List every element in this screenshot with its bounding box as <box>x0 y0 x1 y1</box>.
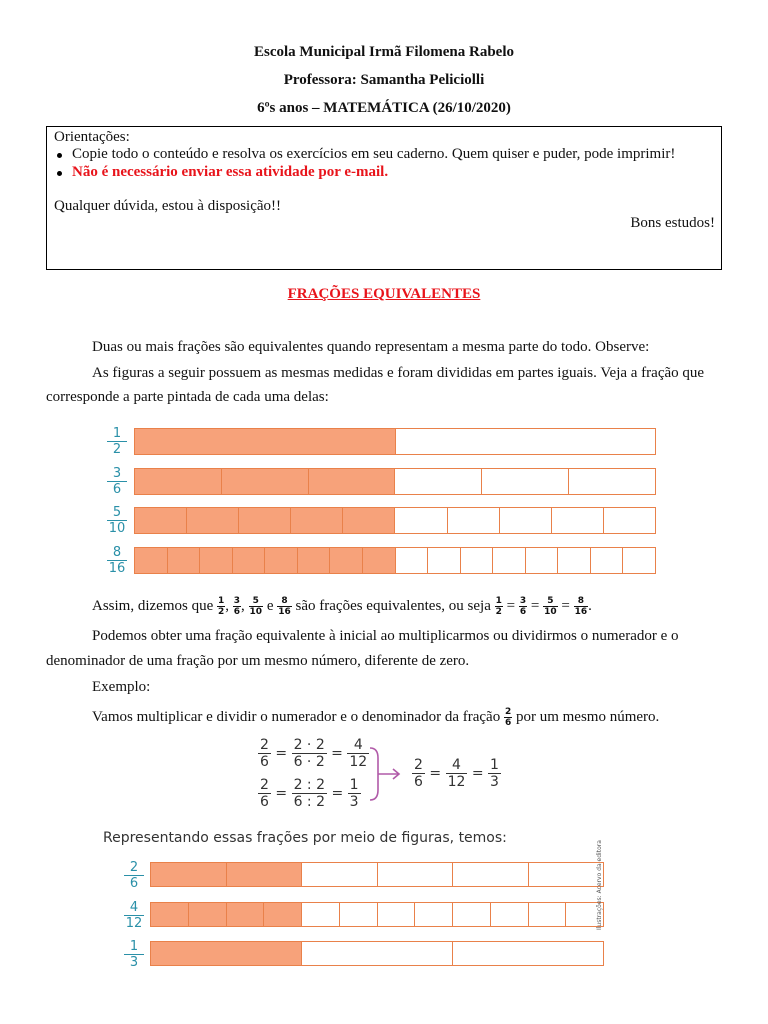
bar-part-empty <box>448 508 500 533</box>
bar-part-filled <box>168 548 201 573</box>
bar-part-empty <box>493 548 526 573</box>
bullet-icon <box>57 171 62 176</box>
bar-part-empty <box>552 508 604 533</box>
fraction-bar <box>134 507 656 534</box>
bar-part-filled <box>291 508 343 533</box>
bar-fraction-label: 1 2 <box>107 426 127 457</box>
representing-text: Representando essas frações por meio de figuras, temos: <box>103 830 507 846</box>
example-end: por um mesmo número. <box>515 708 660 725</box>
fraction: $\frac{2}{6}$ <box>504 707 512 728</box>
bar-part-empty <box>302 903 340 926</box>
equation-result: $\frac{2}{6}$ = $\frac{4}{12}$ = $\frac{1}{3}$ <box>414 757 499 790</box>
fraction-bar <box>134 468 656 495</box>
fraction: $\frac{5}{10}$ <box>249 596 263 617</box>
fraction-bar <box>150 941 604 966</box>
instructions-title: Orientações: <box>54 129 130 145</box>
bar-part-filled <box>264 903 302 926</box>
bar-part-filled <box>330 548 363 573</box>
paragraph-example <box>92 707 659 728</box>
paragraph-multiply-2: denominador de uma fração por um mesmo número, diferente de zero. <box>46 653 470 669</box>
bar-part-filled <box>239 508 291 533</box>
bar-part-filled <box>135 429 396 454</box>
bar-part-filled <box>227 863 303 886</box>
bar-part-empty <box>569 469 655 494</box>
fraction-bar <box>134 428 656 455</box>
bar-part-filled <box>227 903 265 926</box>
bar-part-filled <box>343 508 395 533</box>
bar-part-empty <box>461 548 494 573</box>
bar-part-filled <box>135 469 222 494</box>
assim-mid: são frações equivalentes, ou seja <box>295 597 491 614</box>
bar-fraction-label: 3 6 <box>107 466 127 497</box>
bar-part-filled <box>187 508 239 533</box>
bar-part-filled <box>135 548 168 573</box>
bullet-icon <box>57 153 62 158</box>
bar-part-empty <box>396 548 429 573</box>
fraction-bar <box>134 547 656 574</box>
class-info: 6ºs anos – MATEMÁTICA (26/10/2020) <box>257 100 511 116</box>
bracket-arrow-icon <box>368 746 410 802</box>
assim-prefix: Assim, dizemos que <box>92 597 214 614</box>
bar-part-empty <box>302 942 453 965</box>
bar-part-filled <box>309 469 396 494</box>
fraction: $\frac{5}{10}$ <box>544 596 557 617</box>
bar-part-filled <box>200 548 233 573</box>
bar-part-empty <box>378 903 416 926</box>
school-name: Escola Municipal Irmã Filomena Rabelo <box>254 44 514 60</box>
bar-part-empty <box>415 903 453 926</box>
bar-part-empty <box>395 469 482 494</box>
bar-part-empty <box>395 508 447 533</box>
bar-part-empty <box>340 903 378 926</box>
bar-part-empty <box>604 508 655 533</box>
example-text: Vamos multiplicar e dividir o numerador e o denominador da fração <box>92 708 501 725</box>
fraction: $\frac{8}{16}$ <box>574 596 588 617</box>
bar-part-empty <box>482 469 569 494</box>
bar-part-filled <box>151 903 189 926</box>
fraction-bar <box>150 902 604 927</box>
paragraph-assim: Assim, dizemos que $\frac{1}{2}$ , $\frac{3}{6}$ , $\frac{5}{10}$ e $\frac{8}{16}$ são frações equivalentes, ou seja $\frac{1}{2}$ = $\frac{3}{6}$ = $\frac{5}{10}$ = $\frac{8}{16}$ . <box>92 596 592 617</box>
bar-fraction-label: 2 6 <box>124 860 144 891</box>
exemplo-label: Exemplo: <box>92 679 151 695</box>
bar-part-empty <box>453 903 491 926</box>
bar-part-filled <box>298 548 331 573</box>
doubts-text: Qualquer dúvida, estou à disposição!! <box>54 198 282 214</box>
bar-part-empty <box>428 548 461 573</box>
bar-part-empty <box>491 903 529 926</box>
bar-part-empty <box>529 903 567 926</box>
paragraph-figures-1: As figuras a seguir possuem as mesmas medidas e foram divididas em partes iguais. Veja a fração que <box>92 365 705 381</box>
bar-part-filled <box>233 548 266 573</box>
bar-part-empty <box>378 863 454 886</box>
bar-part-empty <box>558 548 591 573</box>
fraction-bar <box>150 862 604 887</box>
bar-part-filled <box>189 903 227 926</box>
bar-part-empty <box>623 548 655 573</box>
bar-fraction-label: 8 16 <box>108 544 126 576</box>
bar-part-empty <box>453 863 529 886</box>
bar-part-empty <box>453 942 603 965</box>
bar-part-filled <box>135 508 187 533</box>
fraction: $\frac{8}{16}$ <box>278 596 291 617</box>
teacher-name: Professora: Samantha Peliciolli <box>283 72 485 88</box>
instruction-no-email: Não é necessário enviar essa atividade por e-mail. <box>72 164 389 180</box>
bar-part-empty <box>591 548 624 573</box>
fraction: $\frac{3}{6}$ <box>233 596 241 617</box>
bar-part-empty <box>529 863 604 886</box>
paragraph-definition: Duas ou mais frações são equivalentes quando representam a mesma parte do todo. Observe: <box>92 339 650 355</box>
assim-e: e <box>266 597 274 614</box>
bar-part-filled <box>265 548 298 573</box>
bar-part-filled <box>151 863 227 886</box>
fraction: $\frac{1}{2}$ <box>495 596 502 617</box>
paragraph-figures-2: corresponde a parte pintada de cada uma delas: <box>46 389 329 405</box>
bar-part-empty <box>500 508 552 533</box>
bar-part-empty <box>302 863 378 886</box>
bar-fraction-label: 5 10 <box>108 505 126 536</box>
instruction-copy: Copie todo o conteúdo e resolva os exercícios em seu caderno. Quem quiser e puder, pode imprimir! <box>72 146 676 162</box>
closing-text: Bons estudos! <box>630 215 715 231</box>
equation-multiply: $\frac{2}{6}$ = $\frac{2 \cdot 2}{6 \cdot 2}$ = $\frac{4}{12}$ <box>260 737 368 770</box>
bar-fraction-label: 1 3 <box>124 939 144 970</box>
bar-part-empty <box>396 429 656 454</box>
fraction: $\frac{3}{6}$ <box>519 596 527 617</box>
section-title-text: FRAÇÕES EQUIVALENTES <box>287 286 481 302</box>
equation-divide: $\frac{2}{6}$ = $\frac{2 : 2}{6 : 2}$ = $\frac{1}{3}$ <box>260 777 359 810</box>
bar-part-empty <box>526 548 559 573</box>
bar-part-filled <box>222 469 309 494</box>
paragraph-multiply-1: Podemos obter uma fração equivalente à inicial ao multiplicarmos ou dividirmos o numerador e o <box>92 628 679 644</box>
fraction: $\frac{1}{2}$ <box>218 596 225 617</box>
bar-fraction-label: 4 12 <box>125 899 143 931</box>
bar-part-filled <box>363 548 396 573</box>
instructions-box <box>46 126 722 270</box>
bar-part-filled <box>151 942 302 965</box>
credit-text: Ilustrações: Acervo da editora <box>596 840 603 930</box>
section-title <box>0 286 768 303</box>
